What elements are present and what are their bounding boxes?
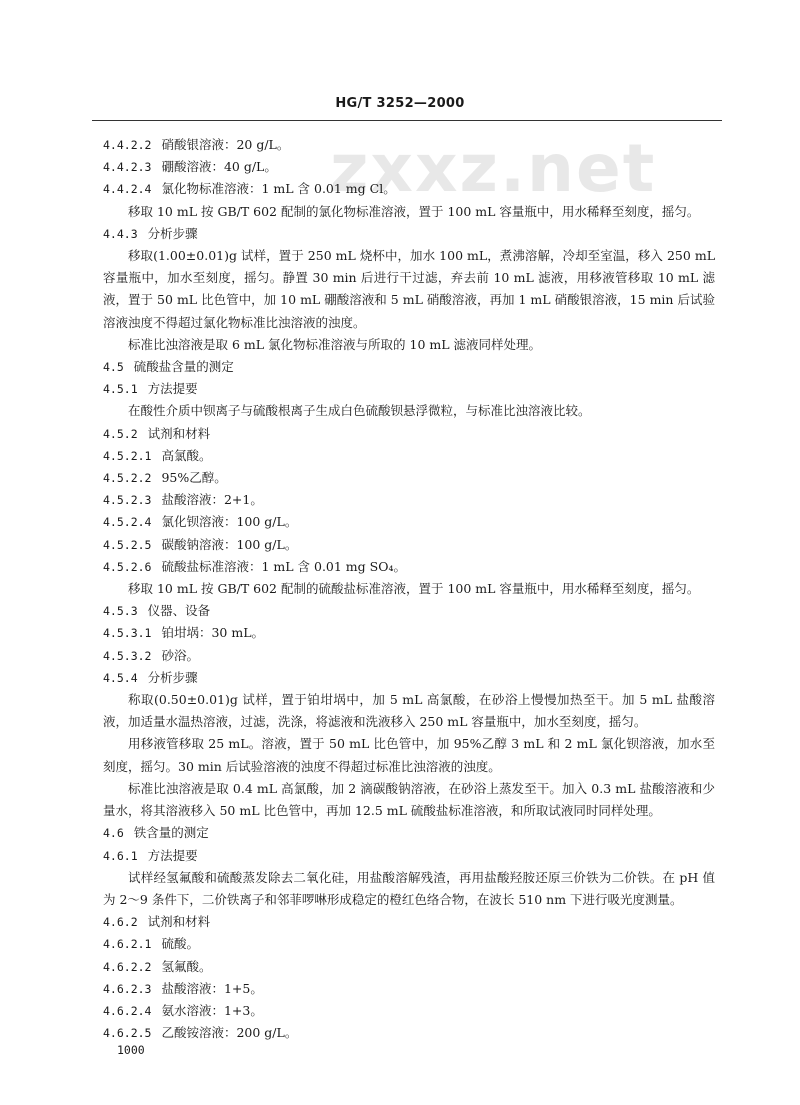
page-header: HG/T 3252—2000 xyxy=(335,96,465,111)
paragraph: 称取(0.50±0.01)g 试样，置于铂坩埚中，加 5 mL 高氯酸，在砂浴上慢慢加热至干。加 5 mL 盐酸溶液，加适量水温热溶液，过滤，洗涤，将滤液和洗液移入 250 mL 容量瓶中，加水至刻度，摇匀。 xyxy=(103,692,715,730)
section-item xyxy=(103,622,715,644)
section-text: 硝酸银溶液：20 g/L。 xyxy=(161,137,290,152)
section-number: 4.5.4 xyxy=(103,670,138,685)
section-number: 4.4.3 xyxy=(103,226,138,241)
section-text: 硫酸盐标准溶液：1 mL 含 0.01 mg SO₄。 xyxy=(161,558,406,574)
section-item xyxy=(103,933,715,955)
section-text: 氢氟酸。 xyxy=(161,958,212,974)
section-number: 4.5.3.1 xyxy=(103,626,152,641)
header-rule xyxy=(92,120,722,121)
section-item xyxy=(103,511,715,533)
section-number: 4.6.2.1 xyxy=(103,937,152,952)
section-number: 4.6.1 xyxy=(103,848,138,863)
section-number: 4.6.2.2 xyxy=(103,959,152,974)
paragraph: 试样经氢氟酸和硫酸蒸发除去二氧化硅，用盐酸溶解残渣，再用盐酸羟胺还原三价铁为二价铁。在 pH 值为 2～9 条件下，二价铁离子和邻菲啰啉形成稳定的橙红色络合物，在波长 510 nm 下进行吸光度测量。 xyxy=(103,869,715,907)
section-item xyxy=(103,467,715,489)
paragraph: 在酸性介质中钡离子与硫酸根离子生成白色硫酸钡悬浮微粒，与标准比浊溶液比较。 xyxy=(128,403,591,419)
paragraph: 移取 10 mL 按 GB/T 602 配制的氯化物标准溶液，置于 100 mL 容量瓶中，用水稀释至刻度，摇匀。 xyxy=(128,203,700,219)
section-text: 乙酸铵溶液：200 g/L。 xyxy=(161,1025,298,1041)
section-text: 盐酸溶液：1+5。 xyxy=(161,980,263,996)
section-item xyxy=(103,423,715,445)
section-item xyxy=(103,489,715,511)
section-item xyxy=(103,845,715,867)
section-text: 硼酸溶液：40 g/L。 xyxy=(161,159,277,175)
section-text: 氨水溶液：1+3。 xyxy=(161,1002,263,1018)
paragraph: 移取(1.00±0.01)g 试样，置于 250 mL 烧杯中，加水 100 mL，煮沸溶解，冷却至室温，移入 250 mL 容量瓶中，加水至刻度，摇匀。静置 30 min 后进行干过滤，弃去前 10 mL 滤液，用移液管移取 10 mL 滤液，置于 50 mL 比色管中，加 10 mL 硼酸溶液和 5 mL 硝酸溶液，再加 1 mL 硝酸银溶液，15 min 后试验溶液浊度不得超过氯化物标准比浊溶液的浊度。 xyxy=(103,248,715,330)
section-text: 试剂和材料 xyxy=(147,425,211,441)
section-item xyxy=(103,1000,715,1022)
paragraph: 标准比浊溶液是取 6 mL 氯化物标准溶液与所取的 10 mL 滤液同样处理。 xyxy=(128,336,542,352)
section-item xyxy=(103,822,715,844)
section-number: 4.5.2.1 xyxy=(103,448,152,463)
section-item xyxy=(103,156,715,178)
section-text: 仪器、设备 xyxy=(147,603,211,619)
section-number: 4.6.2.5 xyxy=(103,1026,152,1041)
section-text: 氯化物标准溶液：1 mL 含 0.01 mg Cl。 xyxy=(161,181,396,197)
section-number: 4.4.2.2 xyxy=(103,138,152,152)
paragraph: 标准比浊溶液是取 0.4 mL 高氯酸，加 2 滴碳酸钠溶液，在砂浴上蒸发至干。加入 0.3 mL 盐酸溶液和少量水，将其溶液移入 50 mL 比色管中，再加 12.5 mL 硫酸盐标准溶液，和所取试液同时同样处理。 xyxy=(103,780,715,819)
section-number: 4.5 xyxy=(103,360,124,375)
section-item xyxy=(103,667,715,689)
section-item xyxy=(103,645,715,667)
section-text: 方法提要 xyxy=(147,847,198,863)
section-text: 分析步骤 xyxy=(147,225,198,241)
section-number: 4.4.2.3 xyxy=(103,160,152,175)
section-item xyxy=(103,178,715,200)
section-text: 分析步骤 xyxy=(147,669,198,685)
section-number: 4.6.2.3 xyxy=(103,981,152,996)
section-text: 铂坩埚：30 mL。 xyxy=(161,625,265,641)
section-item xyxy=(103,556,715,578)
document-body xyxy=(103,134,715,1044)
section-number: 4.5.1 xyxy=(103,382,138,397)
section-text: 试剂和材料 xyxy=(147,914,211,930)
section-item xyxy=(103,978,715,1000)
section-text: 95%乙醇。 xyxy=(161,470,227,486)
section-item xyxy=(103,223,715,245)
section-number: 4.5.2 xyxy=(103,426,138,441)
section-text: 硫酸盐含量的测定 xyxy=(133,359,234,375)
section-text: 氯化钡溶液：100 g/L。 xyxy=(161,514,298,530)
section-item xyxy=(103,1022,715,1044)
section-number: 4.5.2.4 xyxy=(103,515,152,530)
section-text: 铁含量的测定 xyxy=(133,825,209,841)
paragraph: 用移液管移取 25 mL。溶液，置于 50 mL 比色管中，加 95%乙醇 3 mL 和 2 mL 氯化钡溶液，加水至刻度，摇匀。30 min 后试验溶液的浊度不得超过标准比浊溶液的浊度。 xyxy=(103,736,715,774)
section-text: 硫酸。 xyxy=(161,936,199,952)
section-number: 4.5.3 xyxy=(103,604,138,619)
watermark: zxxz.net xyxy=(330,130,657,207)
section-item xyxy=(103,356,715,378)
section-text: 砂浴。 xyxy=(161,647,199,663)
section-text: 盐酸溶液：2+1。 xyxy=(161,492,263,508)
section-text: 方法提要 xyxy=(147,381,198,397)
section-number: 4.6.2 xyxy=(103,915,138,930)
section-item xyxy=(103,134,715,156)
section-number: 4.5.2.5 xyxy=(103,537,152,552)
section-number: 4.5.2.3 xyxy=(103,493,152,508)
section-number: 4.6 xyxy=(103,826,124,841)
section-number: 4.5.3.2 xyxy=(103,648,152,663)
section-number: 4.6.2.4 xyxy=(103,1003,152,1018)
section-item xyxy=(103,445,715,467)
section-item xyxy=(103,600,715,622)
section-text: 碳酸钠溶液：100 g/L。 xyxy=(161,536,298,552)
section-number: 4.5.2.6 xyxy=(103,559,152,574)
section-item xyxy=(103,911,715,933)
section-number: 4.5.2.2 xyxy=(103,471,152,486)
section-item xyxy=(103,956,715,978)
section-item xyxy=(103,534,715,556)
section-number: 4.4.2.4 xyxy=(103,182,152,197)
section-text: 高氯酸。 xyxy=(161,447,212,463)
paragraph: 移取 10 mL 按 GB/T 602 配制的硫酸盐标准溶液，置于 100 mL 容量瓶中，用水稀释至刻度，摇匀。 xyxy=(128,581,700,597)
section-item xyxy=(103,378,715,400)
page-number: 1000 xyxy=(117,1043,145,1057)
